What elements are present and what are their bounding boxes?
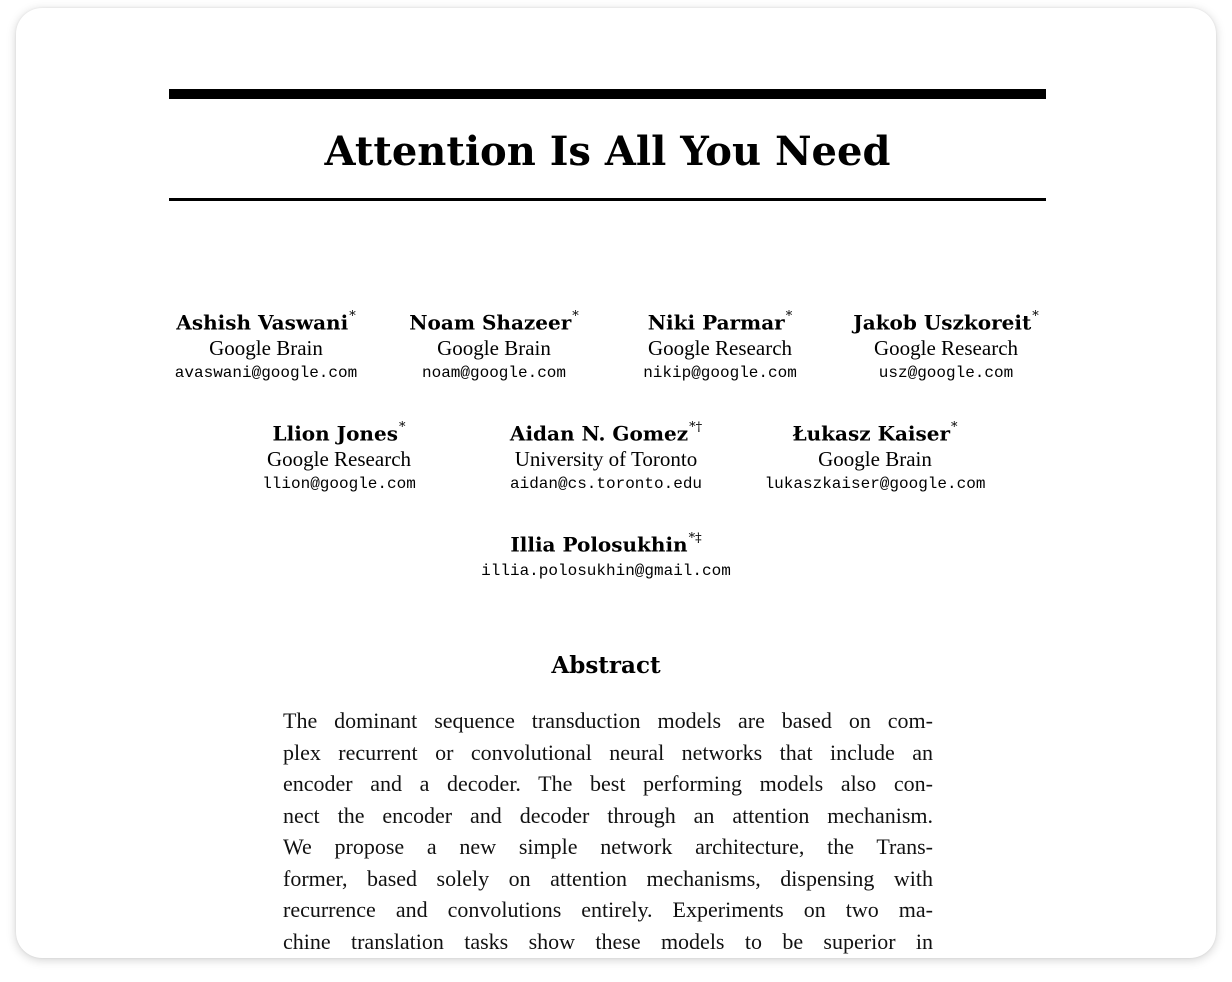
author-block [456, 528, 756, 584]
title-bottom-rule [169, 198, 1046, 201]
author-footnote-mark: * [572, 309, 579, 324]
author-name: Aidan N. Gomez*† [509, 420, 703, 446]
author-name: Illia Polosukhin*‡ [510, 531, 702, 557]
author-affiliation: Google Brain [818, 446, 932, 471]
author-block [836, 306, 1056, 386]
abstract-heading: Abstract [551, 652, 661, 679]
author-affiliation: Google Research [873, 335, 1019, 360]
author-name: Llion Jones* [272, 420, 406, 446]
abstract-line: chine translation tasks show these models to be superior in [283, 928, 933, 954]
author-name: Noam Shazeer* [409, 309, 579, 335]
author-footnote-mark: *† [689, 420, 703, 435]
author-name: Niki Parmar* [647, 309, 793, 335]
author-affiliation: Google Research [266, 446, 412, 471]
author-name: Łukasz Kaiser* [792, 420, 958, 446]
abstract-line: recurrence and convolutions entirely. Experiments on two ma- [283, 897, 933, 922]
author-email: nikip@google.com [643, 363, 797, 382]
author-affiliation: Google Brain [209, 335, 323, 360]
author-affiliation: University of Toronto [514, 446, 698, 471]
abstract-line: We propose a new simple network architecture, the Trans- [283, 834, 933, 859]
paper-title: Attention Is All You Need [324, 128, 891, 175]
author-email: avaswani@google.com [174, 363, 358, 382]
author-footnote-mark: * [951, 420, 958, 435]
abstract-line: plex recurrent or convolutional neural networks that include an [283, 739, 933, 765]
author-block [610, 306, 830, 386]
abstract-line: nect the encoder and decoder through an attention mechanism. [283, 802, 933, 828]
author-block [229, 417, 449, 497]
title-top-rule [169, 89, 1046, 99]
author-email: usz@google.com [878, 363, 1014, 382]
abstract-text [283, 705, 933, 957]
abstract-line: encoder and a decoder. The best performing models also con- [283, 771, 933, 796]
author-block [384, 306, 604, 386]
author-block [740, 417, 1010, 497]
author-footnote-mark: * [349, 309, 356, 324]
abstract-line: The dominant sequence transduction models are based on com- [283, 708, 933, 733]
author-affiliation: Google Brain [437, 335, 551, 360]
author-block [481, 417, 731, 497]
abstract-line: former, based solely on attention mechanisms, dispensing with [283, 865, 933, 891]
author-name: Ashish Vaswani* [176, 309, 356, 335]
author-footnote-mark: *‡ [688, 531, 702, 546]
author-affiliation: Google Research [647, 335, 793, 360]
author-email: llion@google.com [262, 474, 416, 493]
author-email: noam@google.com [421, 363, 567, 382]
author-footnote-mark: * [785, 309, 793, 324]
author-block [156, 306, 376, 386]
author-email: illia.polosukhin@gmail.com [481, 561, 731, 580]
author-footnote-mark: * [1032, 309, 1039, 324]
paper-page [16, 8, 1216, 958]
author-email: lukaszkaiser@google.com [764, 474, 986, 493]
author-email: aidan@cs.toronto.edu [509, 474, 703, 493]
author-name: Jakob Uszkoreit* [853, 309, 1039, 335]
author-footnote-mark: * [398, 420, 406, 435]
